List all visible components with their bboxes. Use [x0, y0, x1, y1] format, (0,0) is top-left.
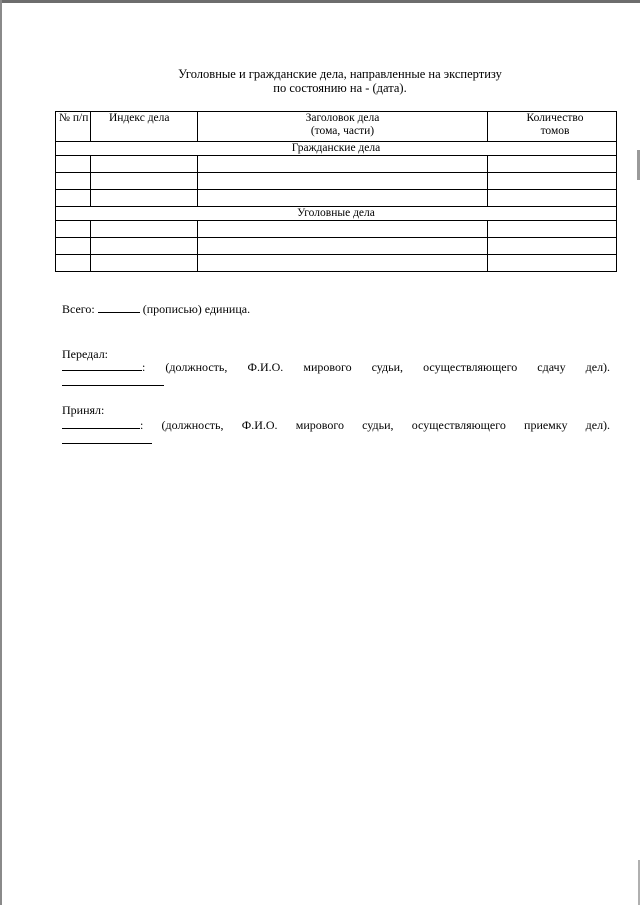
table-header-row: [56, 112, 617, 142]
table-cell: [91, 238, 198, 255]
total-blank: [98, 301, 140, 313]
header-title-line1: Заголовок дела: [305, 112, 380, 124]
total-label: Всего:: [62, 302, 95, 316]
header-title-line2: (тома, части): [310, 125, 375, 137]
handed-over-underline: [62, 385, 164, 386]
accepted-blank: [62, 417, 140, 429]
table-cell: [488, 190, 617, 207]
table-cell: [91, 173, 198, 190]
table-cell: [56, 238, 91, 255]
table-cell: [198, 255, 488, 272]
header-index: Индекс дела: [91, 112, 198, 142]
table-cell: [198, 221, 488, 238]
table-cell: [198, 156, 488, 173]
handed-over-label: Передал:: [62, 347, 109, 361]
handed-over-colon: :: [142, 360, 146, 374]
table-cell: [56, 173, 91, 190]
header-num: № п/п: [56, 112, 91, 142]
handed-over-word: мирового: [303, 360, 352, 374]
table-cell: [91, 221, 198, 238]
header-volumes-line1: Количество: [526, 112, 584, 124]
accepted-word: мирового: [295, 418, 344, 432]
cases-table: [55, 111, 617, 272]
section-label-criminal: Уголовные дела: [56, 207, 617, 221]
table-row: [56, 190, 617, 207]
document-title-line2: по состоянию на - (дата).: [273, 81, 407, 95]
table-cell: [91, 156, 198, 173]
header-title: [198, 112, 488, 142]
handed-over-word: судьи,: [371, 360, 404, 374]
accepted-line: [62, 417, 610, 432]
document-title-line1: Уголовные и гражданские дела, направленные на экспертизу: [178, 67, 502, 81]
accepted-colon: :: [140, 418, 144, 432]
table-row: [56, 156, 617, 173]
table-cell: [198, 190, 488, 207]
handed-over-word: (должность,: [165, 360, 228, 374]
table-row: [56, 221, 617, 238]
table-cell: [198, 173, 488, 190]
accepted-word: осуществляющего: [411, 418, 506, 432]
handed-over-word: дел).: [585, 360, 611, 374]
handed-over-line: [62, 359, 610, 374]
table-cell: [56, 221, 91, 238]
table-cell: [488, 238, 617, 255]
accepted-word: дел).: [585, 418, 611, 432]
table-cell: [56, 190, 91, 207]
table-row: [56, 238, 617, 255]
accepted-label: Принял:: [62, 403, 105, 417]
accepted-word: приемку: [524, 418, 568, 432]
total-line: [62, 301, 250, 316]
handed-over-blank: [62, 359, 142, 371]
header-volumes-line2: томов: [540, 125, 570, 137]
table-cell: [488, 173, 617, 190]
table-cell: [91, 190, 198, 207]
accepted-word: (должность,: [161, 418, 224, 432]
table-cell: [488, 156, 617, 173]
handed-over-word: осуществляющего: [423, 360, 518, 374]
table-cell: [198, 238, 488, 255]
accepted-word: судьи,: [362, 418, 394, 432]
total-suffix: (прописью) единица.: [142, 302, 251, 316]
table-row: [56, 173, 617, 190]
handed-over-word: сдачу: [537, 360, 566, 374]
scan-edge-left: [0, 0, 2, 905]
table-cell: [91, 255, 198, 272]
header-volumes: [488, 112, 617, 142]
scan-edge-top: [0, 0, 640, 3]
table-cell: [56, 156, 91, 173]
handed-over-word: Ф.И.О.: [247, 360, 284, 374]
section-row-civil: [56, 142, 617, 156]
accepted-word: Ф.И.О.: [241, 418, 278, 432]
accepted-underline: [62, 443, 152, 444]
section-row-criminal: [56, 207, 617, 221]
table-row: [56, 255, 617, 272]
table-cell: [56, 255, 91, 272]
section-label-civil: Гражданские дела: [56, 142, 617, 156]
table-cell: [488, 255, 617, 272]
table-cell: [488, 221, 617, 238]
